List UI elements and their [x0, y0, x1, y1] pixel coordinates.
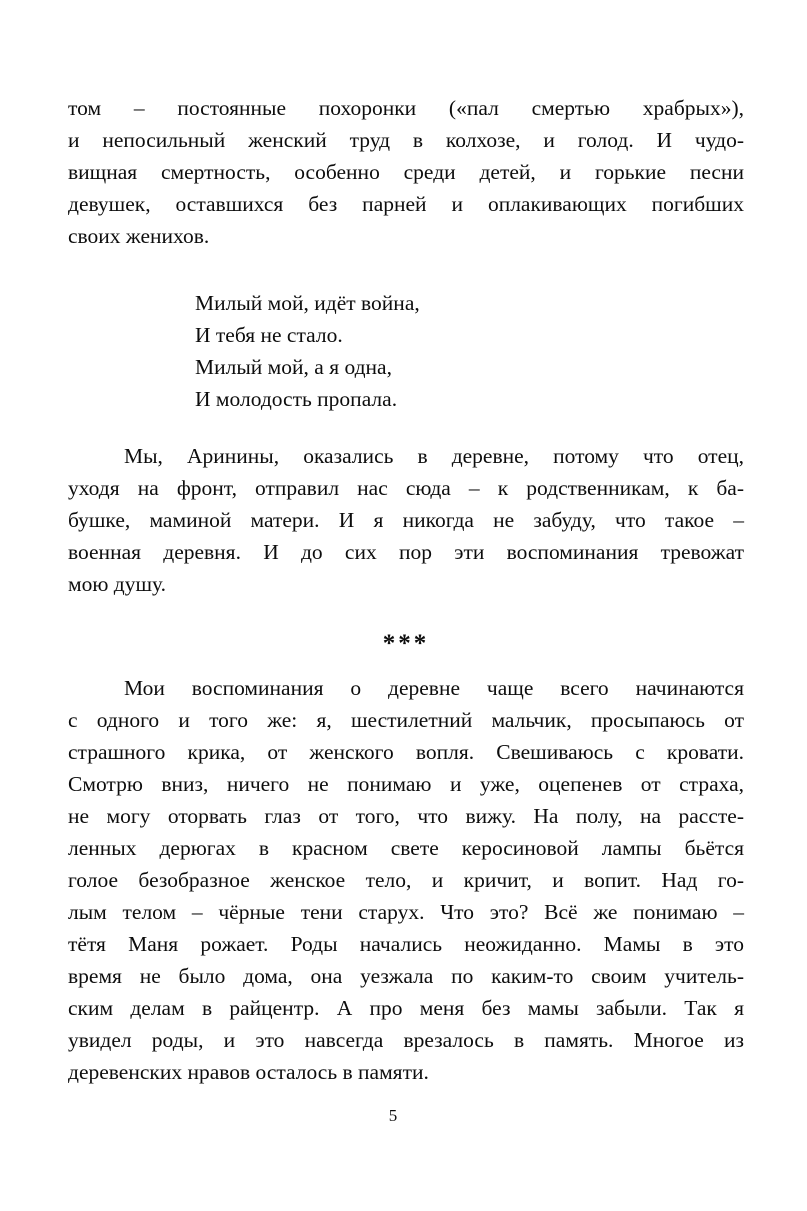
body-text-line: увидел роды, и это навсегда врезалось в память. Многое из [68, 1028, 744, 1052]
body-text-line: деревенских нравов осталось в памяти. [68, 1060, 429, 1084]
page-number: 5 [388, 1106, 398, 1125]
body-text-line: с одного и того же: я, шестилетний мальчик, просыпаюсь от [68, 708, 744, 732]
body-text-line: девушек, оставшихся без парней и оплакивающих погибших [68, 192, 744, 216]
poem-line: Милый мой, а я одна, [195, 355, 392, 379]
body-text-line: лым телом – чёрные тени старух. Что это? Всё же понимаю – [68, 900, 744, 924]
body-text-line: тётя Маня рожает. Роды начались неожиданно. Мамы в это [68, 932, 744, 956]
body-text-line: время не было дома, она уезжала по каким-то своим учитель- [68, 964, 744, 988]
body-text-line: страшного крика, от женского вопля. Свешиваюсь с кровати. [68, 740, 744, 764]
paragraph-3 [68, 672, 744, 1088]
body-text-line: мою душу. [68, 572, 167, 596]
paragraph-2 [68, 440, 744, 600]
body-text-line: и непосильный женский труд в колхозе, и голод. И чудо- [68, 128, 744, 152]
body-text-line: уходя на фронт, отправил нас сюда – к родственникам, к ба- [68, 476, 744, 500]
body-text-line: вищная смертность, особенно среди детей, и горькие песни [68, 160, 744, 184]
poem-line: И молодость пропала. [195, 387, 398, 411]
body-text-line: ленных дерюгах в красном свете керосиновой лампы бьётся [68, 836, 744, 860]
body-text-line: бушке, маминой матери. И я никогда не забуду, что такое – [68, 508, 744, 532]
section-separator: *** [382, 630, 430, 657]
body-text-line: голое безобразное женское тело, и кричит, и вопит. Над го- [68, 868, 744, 892]
body-text-line: военная деревня. И до сих пор эти воспоминания тревожат [68, 540, 744, 564]
body-text-line: Смотрю вниз, ничего не понимаю и уже, оцепенев от страха, [68, 772, 744, 796]
body-text-line: своих женихов. [68, 224, 210, 248]
poem-quatrain [195, 287, 615, 415]
body-text-line: не могу оторвать глаз от того, что вижу. На полу, на рассте- [68, 804, 744, 828]
body-text-line: Мои воспоминания о деревне чаще всего начинаются [124, 676, 744, 700]
paragraph-1 [68, 92, 744, 252]
body-text-line: ским делам в райцентр. А про меня без мамы забыли. Так я [68, 996, 744, 1020]
poem-line: И тебя не стало. [195, 323, 343, 347]
body-text-line: Мы, Аринины, оказались в деревне, потому что отец, [124, 444, 744, 468]
body-text-line: том – постоянные похоронки («пал смертью храбрых»), [68, 96, 744, 120]
poem-line: Милый мой, идёт война, [195, 291, 420, 315]
